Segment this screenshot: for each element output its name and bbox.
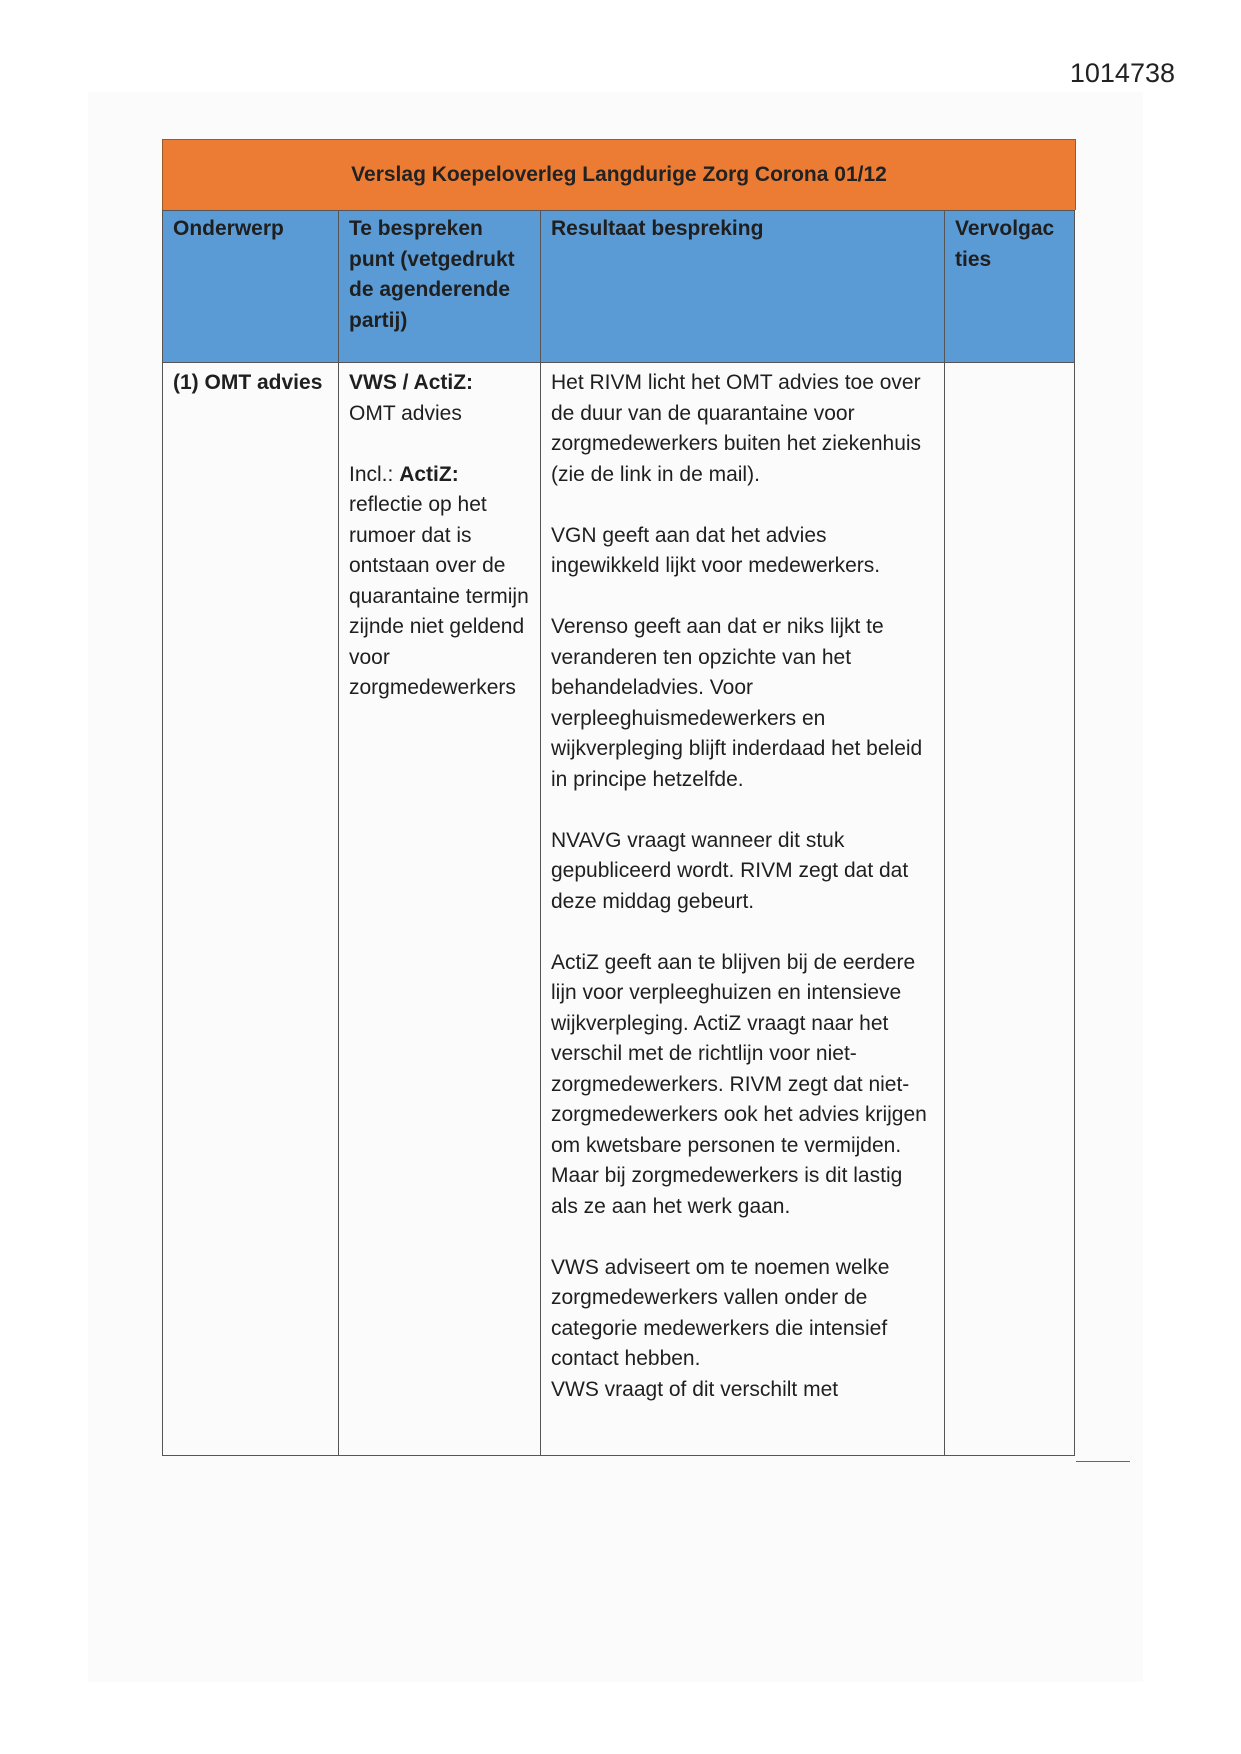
header-result: Resultaat bespreking <box>541 210 945 363</box>
result-line: VWS adviseert om te noemen welke zorgmedewerkers vallen onder de categorie medewerkers die intensief contact hebben. <box>551 1255 890 1370</box>
document-id: 1014738 <box>1069 58 1175 88</box>
result-paragraph: NVAVG vraagt wanneer dit stuk gepubliceerd wordt. RIVM zegt dat dat deze middag gebeurt. <box>551 828 909 913</box>
result-paragraph: Verenso geeft aan dat er niks lijkt te veranderen ten opzichte van het behandeladvies. Voor verpleeghuismedewerkers en wijkverpleging blijft inderdaad het beleid in principe hetzelfde. <box>551 615 923 791</box>
report-title: Verslag Koepeloverleg Langdurige Zorg Corona 01/12 <box>162 139 1076 210</box>
result-paragraph: Het RIVM licht het OMT advies toe over de duur van de quarantaine voor zorgmedewerkers buiten het ziekenhuis (zie de link in de mail). <box>551 371 922 486</box>
header-discussion-point: Te bespreken punt (vetgedrukt de agenderende partij) <box>339 210 541 363</box>
header-follow-up: Vervolgac ties <box>945 210 1075 363</box>
result-line: VWS vraagt of dit verschilt met <box>551 1377 839 1401</box>
row-result <box>541 363 945 1456</box>
point-text: OMT advies <box>349 401 462 425</box>
table-bottom-rule-extension <box>1076 1461 1130 1462</box>
row-subject: (1) OMT advies <box>163 363 339 1456</box>
result-final-block <box>551 1253 934 1406</box>
table-grid <box>162 210 1076 1456</box>
row-discussion-point <box>339 363 541 1456</box>
result-paragraph: VGN geeft aan dat het advies ingewikkeld lijkt voor medewerkers. <box>551 523 881 577</box>
header-subject: Onderwerp <box>163 210 339 363</box>
incl-party: ActiZ: <box>399 462 459 486</box>
point-party: VWS / ActiZ: <box>349 371 474 394</box>
result-paragraph: ActiZ geeft aan te blijven bij de eerdere lijn voor verpleeghuizen en intensieve wijkverpleging. ActiZ vraagt naar het verschil met de richtlijn voor niet-zorgmedewerkers. RIVM zegt dat niet-zorgmedewerkers ook het advies krijgen om kwetsbare personen te vermijden. Maar bij zorgmedewerkers is dit lastig als ze aan het werk gaan. <box>551 950 927 1218</box>
report-table <box>162 139 1076 1456</box>
incl-block <box>349 460 530 704</box>
incl-prefix: Incl.: <box>349 462 394 486</box>
incl-text: reflectie op het rumoer dat is ontstaan over de quarantaine termijn zijnde niet geldend voor zorgmedewerkers <box>349 493 529 699</box>
row-follow-up <box>945 363 1075 1456</box>
